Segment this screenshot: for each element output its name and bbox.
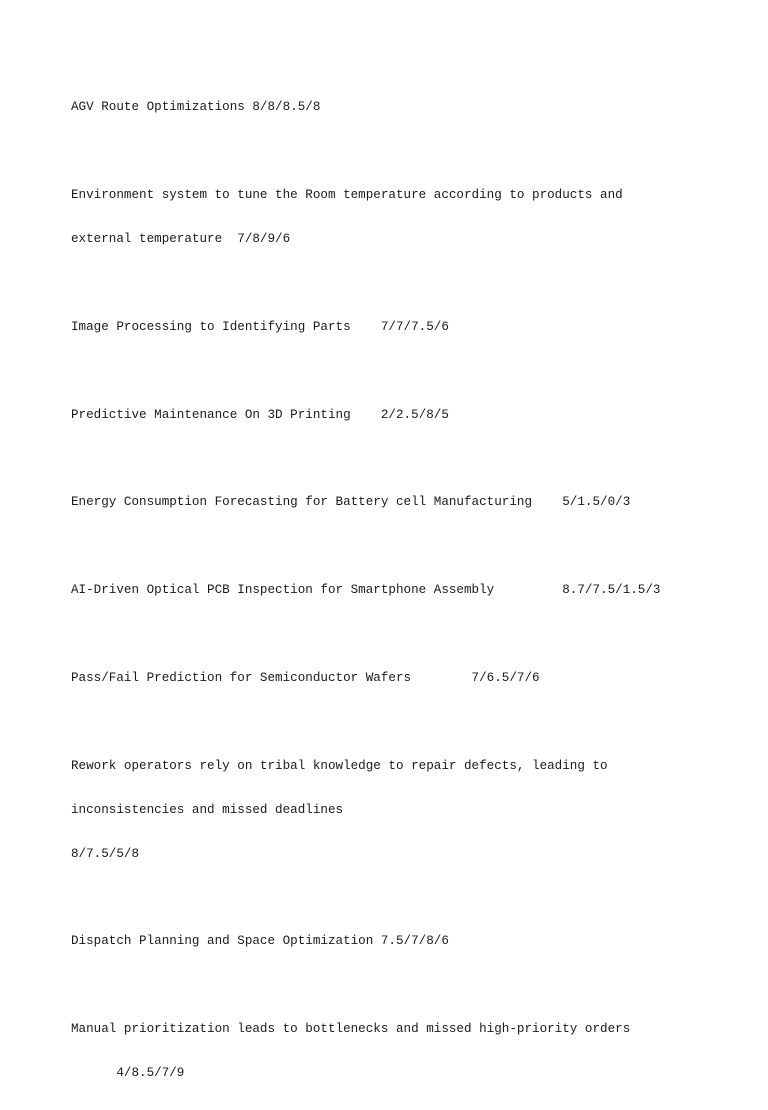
entry-line: AGV Route Optimizations 8/8/8.5/8 bbox=[71, 100, 321, 115]
entry-manual-prioritization bbox=[71, 993, 711, 1110]
entry-pcb-inspection bbox=[71, 554, 711, 627]
entry-line: Energy Consumption Forecasting for Battery cell Manufacturing 5/1.5/0/3 bbox=[71, 495, 631, 510]
entry-line: external temperature 7/8/9/6 bbox=[71, 231, 291, 246]
entry-line: 4/8.5/7/9 bbox=[71, 1066, 185, 1081]
entry-line: Dispatch Planning and Space Optimization 7.5/7/8/6 bbox=[71, 934, 449, 949]
entry-pass-fail-prediction bbox=[71, 642, 711, 715]
entry-image-processing bbox=[71, 291, 711, 364]
entry-environment-system bbox=[71, 159, 711, 276]
entry-line: Pass/Fail Prediction for Semiconductor Wafers 7/6.5/7/6 bbox=[71, 671, 540, 686]
entry-line: Image Processing to Identifying Parts 7/7/7.5/6 bbox=[71, 319, 449, 334]
entry-line: Environment system to tune the Room temperature according to products and bbox=[71, 188, 623, 203]
entry-line: 8/7.5/5/8 bbox=[71, 846, 140, 861]
entry-line: Manual prioritization leads to bottlenecks and missed high-priority orders bbox=[71, 1022, 631, 1037]
entry-dispatch-planning bbox=[71, 905, 711, 978]
entry-predictive-maintenance bbox=[71, 378, 711, 451]
entry-agv-route bbox=[71, 71, 711, 144]
document-page bbox=[71, 71, 711, 1110]
entry-line: Predictive Maintenance On 3D Printing 2/2.5/8/5 bbox=[71, 407, 449, 422]
entry-rework-operators bbox=[71, 730, 711, 891]
entry-line: AI-Driven Optical PCB Inspection for Smartphone Assembly 8.7/7.5/1.5/3 bbox=[71, 583, 661, 598]
entry-energy-forecasting bbox=[71, 466, 711, 539]
entry-line: Rework operators rely on tribal knowledge to repair defects, leading to bbox=[71, 758, 608, 773]
entry-line: inconsistencies and missed deadlines bbox=[71, 802, 344, 817]
